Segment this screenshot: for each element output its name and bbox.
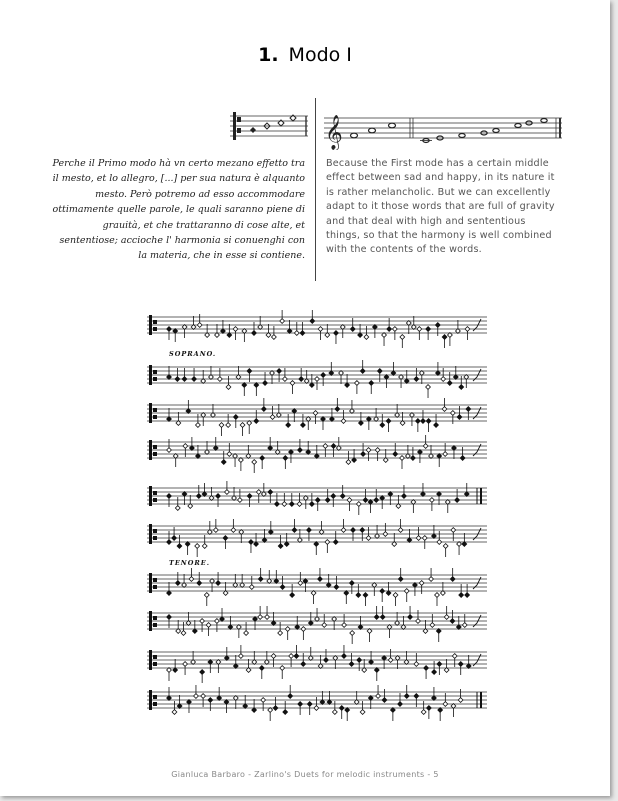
score-note [181, 631, 186, 636]
score-note [341, 419, 346, 424]
score-note [278, 544, 283, 549]
score-note [374, 498, 379, 503]
score-note [299, 377, 304, 382]
score-note [347, 498, 352, 503]
score-note [258, 615, 263, 620]
score-note [441, 377, 446, 382]
score-note [283, 456, 288, 461]
score-note [459, 593, 464, 598]
score-note [417, 327, 422, 332]
score-note [414, 377, 419, 382]
score-note [332, 710, 337, 715]
score-note [226, 423, 231, 428]
score-note [259, 666, 264, 671]
score-note [444, 615, 449, 620]
score-note [349, 581, 354, 586]
score-note [450, 411, 455, 416]
score-note [360, 528, 365, 533]
score-note [283, 377, 288, 382]
score-note [197, 581, 202, 586]
score-note [423, 444, 428, 449]
score-note [183, 662, 188, 667]
score-note [177, 544, 182, 549]
score-note [167, 448, 172, 453]
score-note [200, 670, 205, 675]
score-note [301, 627, 306, 632]
score-note [285, 627, 290, 632]
score-note [466, 407, 471, 412]
score-note [434, 423, 439, 428]
score-note [387, 327, 392, 332]
score-note [435, 323, 440, 328]
section-heading [0, 44, 610, 66]
score-note [292, 528, 297, 533]
score-note [325, 498, 330, 503]
score-note [333, 540, 338, 545]
score-note [414, 694, 419, 699]
score-note [189, 577, 194, 582]
english-translation: Because the First mode has a certain middle effect between sad and happy, in its nature it is rather melancholic. But we can excellently adapt to it those words that are full of gravity and that deal with high and sententious things, so that the harmony is well combined with the contents of the words. [326, 158, 555, 256]
score-note [429, 498, 434, 503]
score-note [197, 323, 202, 328]
score-note [342, 654, 347, 659]
voice-label-soprano: SOPRANO. [169, 350, 217, 358]
score-note [465, 593, 470, 598]
score-note [172, 710, 177, 715]
score-note [356, 593, 361, 598]
score-note [225, 490, 230, 495]
score-note [458, 698, 463, 703]
score-note [300, 331, 305, 336]
original-mode-staff [230, 108, 308, 146]
score-note [351, 528, 356, 533]
score-note [167, 615, 172, 620]
score-note [360, 369, 365, 374]
score-note [339, 706, 344, 711]
score-staff [147, 398, 487, 436]
score-note [393, 452, 398, 457]
score-note [252, 460, 257, 465]
score-note [249, 585, 254, 590]
score-note [462, 623, 467, 628]
score-note [277, 369, 282, 374]
score-note [289, 654, 294, 659]
score-note [280, 319, 285, 324]
score-note [288, 694, 293, 699]
score-note [321, 373, 326, 378]
score-note [455, 498, 460, 503]
score-note [261, 698, 266, 703]
score-note [398, 702, 403, 707]
score-note [361, 452, 366, 457]
score-note [380, 589, 385, 594]
score-note [175, 506, 180, 511]
score-note [290, 593, 295, 598]
score-note [263, 381, 268, 386]
score-note [383, 532, 388, 537]
score-note [252, 331, 257, 336]
score-note [357, 658, 362, 663]
score-note [298, 581, 303, 586]
score-note [380, 615, 385, 620]
score-note [323, 444, 328, 449]
score-note [309, 502, 314, 507]
score-note [392, 327, 397, 332]
italian-quote: Perche il Primo modo hà vn certo mezano effetto tra il mesto, et lo allegro, [...] per sua natura è alquanto mesto. Però potremo ad esso accommodare ottimamente quelle parole, le quali saranno piene di grauità, et che trattaranno di cose alte, et sententiose; accioche l' harmonia si conuenghi con la materia, che in esse si contiene. [52, 158, 305, 262]
score-note [290, 381, 295, 386]
score-note [200, 619, 205, 624]
score-staff [147, 435, 487, 473]
score-note [377, 369, 382, 374]
score-note [196, 494, 201, 499]
score-note [213, 528, 218, 533]
score-note [443, 452, 448, 457]
score-note [398, 528, 403, 533]
score-note [283, 710, 288, 715]
score-note [298, 702, 303, 707]
score-note [457, 415, 462, 420]
score-note [274, 502, 279, 507]
score-staff [147, 645, 487, 683]
score-note [459, 385, 464, 390]
score-note [270, 415, 275, 420]
score-note [360, 710, 365, 715]
score-note [408, 615, 413, 620]
score-note [430, 623, 435, 628]
score-note [342, 623, 347, 628]
score-note [297, 502, 302, 507]
score-note [415, 419, 420, 424]
score-note [442, 407, 447, 412]
score-note [167, 494, 172, 499]
score-note [265, 615, 270, 620]
score-note [443, 702, 448, 707]
score-note [221, 460, 226, 465]
score-note [172, 536, 177, 541]
column-divider [315, 98, 316, 281]
score-note [376, 694, 381, 699]
score-note [215, 619, 220, 624]
score-note [289, 502, 294, 507]
score-note [458, 662, 463, 667]
score-note [310, 319, 315, 324]
score-staff [147, 606, 487, 644]
score-note [271, 335, 276, 340]
score-note [411, 456, 416, 461]
score-note [271, 654, 276, 659]
score-note [167, 540, 172, 545]
score-note [307, 528, 312, 533]
score-note [334, 585, 339, 590]
score-note [313, 411, 318, 416]
score-note [286, 423, 291, 428]
score-note [318, 577, 323, 582]
score-note [437, 540, 442, 545]
score-note [175, 581, 180, 586]
score-note [324, 658, 329, 663]
score-note [375, 448, 380, 453]
score-note [195, 544, 200, 549]
score-staff [147, 685, 487, 721]
score-note [227, 452, 232, 457]
score-note [192, 377, 197, 382]
score-note [426, 419, 431, 424]
voice-label-tenor: TENORE. [169, 559, 211, 567]
score-note [280, 585, 285, 590]
score-note [382, 698, 387, 703]
score-note [183, 444, 188, 449]
score-note [421, 419, 426, 424]
score-note [386, 419, 391, 424]
modern-mode-staff [324, 108, 564, 150]
score-note [451, 528, 456, 533]
score-note [226, 385, 231, 390]
score-note [249, 540, 254, 545]
score-note [217, 377, 222, 382]
score-note [196, 423, 201, 428]
score-note [435, 593, 440, 598]
score-note [380, 423, 385, 428]
score-note [341, 528, 346, 533]
score-note [204, 593, 209, 598]
score-note [414, 662, 419, 667]
score-note [442, 335, 447, 340]
score-note [450, 577, 455, 582]
score-note [393, 593, 398, 598]
score-staff [147, 481, 487, 515]
score-note [194, 694, 199, 699]
page-footer: Gianluca Barbaro - Zarlino's Duets for melodic instruments - 5 [171, 770, 439, 779]
section-title: Modo I [288, 44, 352, 66]
score-note [366, 536, 371, 541]
score-note [331, 494, 336, 499]
score-note [258, 577, 263, 582]
score-note [331, 444, 336, 449]
score-note [201, 694, 206, 699]
score-note [202, 544, 207, 549]
score-note [301, 423, 306, 428]
svg-text:𝄞: 𝄞 [325, 115, 343, 150]
score-note [447, 381, 452, 386]
score-note [268, 490, 273, 495]
score-note [240, 423, 245, 428]
facsimile-score [143, 305, 493, 723]
score-note [388, 658, 393, 663]
score-note [363, 593, 368, 598]
score-note [318, 327, 323, 332]
score-note [233, 415, 238, 420]
score-note [294, 331, 299, 336]
score-note [278, 631, 283, 636]
score-note [363, 498, 368, 503]
score-note [247, 369, 252, 374]
score-note [374, 615, 379, 620]
score-note [366, 448, 371, 453]
score-staff [147, 519, 487, 557]
score-note [223, 536, 228, 541]
score-note [416, 619, 421, 624]
score-note [315, 498, 320, 503]
section-number: 1. [258, 44, 279, 66]
score-note [349, 662, 354, 667]
score-note [432, 670, 437, 675]
score-note [233, 327, 238, 332]
score-note [350, 327, 355, 332]
score-note [416, 536, 421, 541]
score-note [314, 706, 319, 711]
score-note [437, 662, 442, 667]
score-note [282, 502, 287, 507]
score-note [421, 710, 426, 715]
score-note [452, 654, 457, 659]
score-note [216, 581, 221, 586]
score-note [175, 377, 180, 382]
score-note [219, 423, 224, 428]
score-note [404, 694, 409, 699]
score-note [426, 385, 431, 390]
score-note [315, 377, 320, 382]
score-note [298, 448, 303, 453]
score-note [398, 577, 403, 582]
score-note [247, 494, 252, 499]
score-note [400, 335, 405, 340]
score-note [340, 494, 345, 499]
score-note [231, 528, 236, 533]
score-note [216, 494, 221, 499]
score-note [400, 456, 405, 461]
score-note [424, 666, 429, 671]
score-note [369, 381, 374, 386]
score-note [356, 502, 361, 507]
score-note [450, 619, 455, 624]
score-note [322, 623, 327, 628]
score-note [206, 623, 211, 628]
score-note [426, 327, 431, 332]
score-note [350, 631, 355, 636]
score-staff [147, 310, 487, 348]
score-note [422, 536, 427, 541]
score-note [335, 407, 340, 412]
score-note [260, 456, 265, 461]
score-note [244, 631, 249, 636]
score-note [167, 327, 172, 332]
score-note [404, 589, 409, 594]
score-note [429, 577, 434, 582]
score-note [364, 335, 369, 340]
score-note [402, 494, 407, 499]
score-note [273, 706, 278, 711]
score-note [307, 702, 312, 707]
score-note [301, 662, 306, 667]
score-note [294, 654, 299, 659]
score-note [443, 544, 448, 549]
score-note [419, 581, 424, 586]
score-note [256, 490, 261, 495]
score-note [182, 377, 187, 382]
score-note [460, 456, 465, 461]
score-note [465, 327, 470, 332]
score-note [325, 540, 330, 545]
score-staff [147, 568, 487, 606]
score-staff [147, 360, 487, 398]
score-note [237, 498, 242, 503]
score-note [208, 698, 213, 703]
score-note [355, 381, 360, 386]
score-note [334, 331, 339, 336]
score-note [254, 419, 259, 424]
score-note [238, 654, 243, 659]
score-note [426, 706, 431, 711]
score-note [346, 460, 351, 465]
score-note [280, 666, 285, 671]
score-note [261, 407, 266, 412]
